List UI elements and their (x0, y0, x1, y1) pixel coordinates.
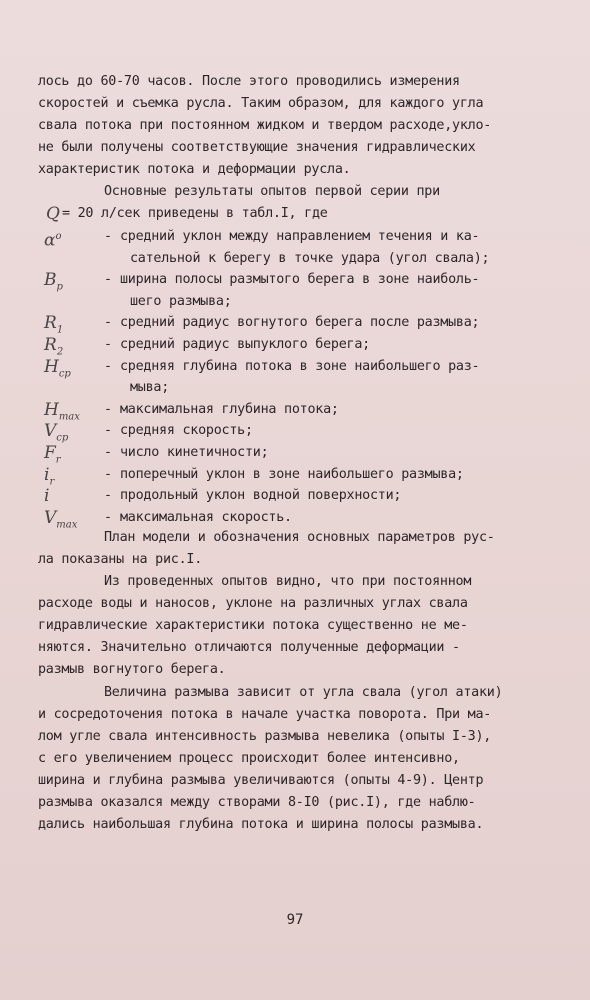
definition-text: сательной к берегу в точке удара (угол свала); (130, 250, 490, 266)
q-formula-text: = 20 л/сек приведены в табл.I, где (62, 206, 328, 221)
symbol: $V_{cp}$ (44, 421, 69, 444)
text-line: Величина размыва зависит от угла свала (угол атаки) (104, 685, 503, 700)
text-line: скоростей и съемка русла. Таким образом, для каждого угла (38, 96, 484, 111)
symbol: $i_r$ (44, 464, 55, 487)
definition-text: мыва; (130, 380, 170, 396)
symbol: $R_2$ (44, 335, 64, 358)
definition-row (0, 335, 590, 356)
definition-row (0, 313, 590, 334)
definition-dash: - (104, 423, 113, 439)
definition-row (0, 292, 590, 313)
definition-text: средний радиус выпуклого берега; (120, 337, 370, 352)
q-formula-row (0, 204, 590, 225)
definition-row (0, 508, 590, 529)
symbol: $B_p$ (44, 270, 63, 293)
definition-text: максимальная скорость. (120, 509, 292, 525)
text-line: дались наибольшая глубина потока и ширина полосы размыва. (38, 817, 484, 832)
symbol: $H_{max}$ (44, 399, 80, 423)
definition-dash: - (104, 337, 113, 352)
definition-text: шего размыва; (130, 293, 232, 309)
definition-row (0, 378, 590, 399)
definition-dash: - (104, 272, 113, 288)
text-line: няются. Значительно отличаются полученные деформации - (38, 640, 460, 655)
definition-row (0, 270, 590, 291)
text-line: ла показаны на рис.I. (38, 552, 203, 567)
text-line: характеристик потока и деформации русла. (38, 162, 351, 177)
definition-dash: - (104, 229, 113, 244)
definition-row (0, 357, 590, 378)
text-line: лом угле свала интенсивность размыва невелика (опыты I-3), (38, 729, 492, 744)
text-line: Из проведенных опытов видно, что при постоянном (104, 574, 472, 589)
definition-text: средний уклон между направлением течения и ка- (120, 229, 480, 244)
text-line: и сосредоточения потока в начале участка поворота. При ма- (38, 707, 492, 722)
definition-row (0, 227, 590, 251)
text-line: размыва оказался между створами 8-I0 (рис.I), где наблю- (38, 795, 476, 810)
definition-row (0, 486, 590, 507)
definition-dash: - (104, 509, 113, 525)
definition-text: максимальная глубина потока; (120, 401, 339, 417)
text-line: План модели и обозначения основных параметров рус- (104, 530, 495, 545)
definition-dash: - (104, 466, 113, 482)
text-line: не были получены соответствующие значения гидравлических (38, 140, 476, 155)
text-line: расходе воды и наносов, уклоне на различных углах свала (38, 596, 468, 611)
definition-text: поперечный уклон в зоне наибольшего размыва; (120, 466, 464, 482)
text-line: свала потока при постоянном жидком и твердом расходе,укло- (38, 118, 492, 133)
definition-text: число кинетичности; (120, 445, 269, 460)
symbol: $R_1$ (44, 313, 64, 336)
definition-row (0, 443, 590, 464)
text-line: размыв вогнутого берега. (38, 662, 226, 677)
text-line: ширина и глубина размыва увеличиваются (опыты 4-9). Центр (38, 773, 484, 788)
definition-text: ширина полосы размытого берега в зоне наиболь- (120, 272, 480, 288)
definition-row (0, 249, 590, 270)
definition-row (0, 465, 590, 486)
text-line: лось до 60-70 часов. После этого проводились измерения (38, 74, 460, 89)
definition-text: продольный уклон водной поверхности; (120, 488, 402, 504)
definition-dash: - (104, 358, 113, 374)
definition-text: средняя скорость; (120, 423, 253, 439)
definition-row (0, 400, 590, 421)
text-line: гидравлические характеристики потока существенно не ме- (38, 618, 468, 633)
definition-dash: - (104, 315, 113, 331)
symbol: i (44, 486, 50, 507)
q-symbol: Q (46, 204, 60, 224)
page-number: 97 (286, 912, 304, 928)
definition-dash: - (104, 401, 113, 417)
text-line: с его увеличением процесс происходит более интенсивно, (38, 751, 460, 766)
definition-dash: - (104, 488, 113, 504)
definition-row (0, 421, 590, 442)
symbol: $\alpha^o$ (44, 230, 62, 251)
definition-text: средний радиус вогнутого берега после размыва; (120, 315, 480, 331)
symbol: $V_{max}$ (44, 507, 78, 531)
definition-text: средняя глубина потока в зоне наибольшего раз- (120, 358, 480, 374)
results-intro-line: Основные результаты опытов первой серии при (104, 184, 440, 199)
symbol: $H_{cp}$ (44, 356, 71, 379)
symbol: $F_r$ (44, 443, 61, 466)
definition-dash: - (104, 445, 113, 460)
